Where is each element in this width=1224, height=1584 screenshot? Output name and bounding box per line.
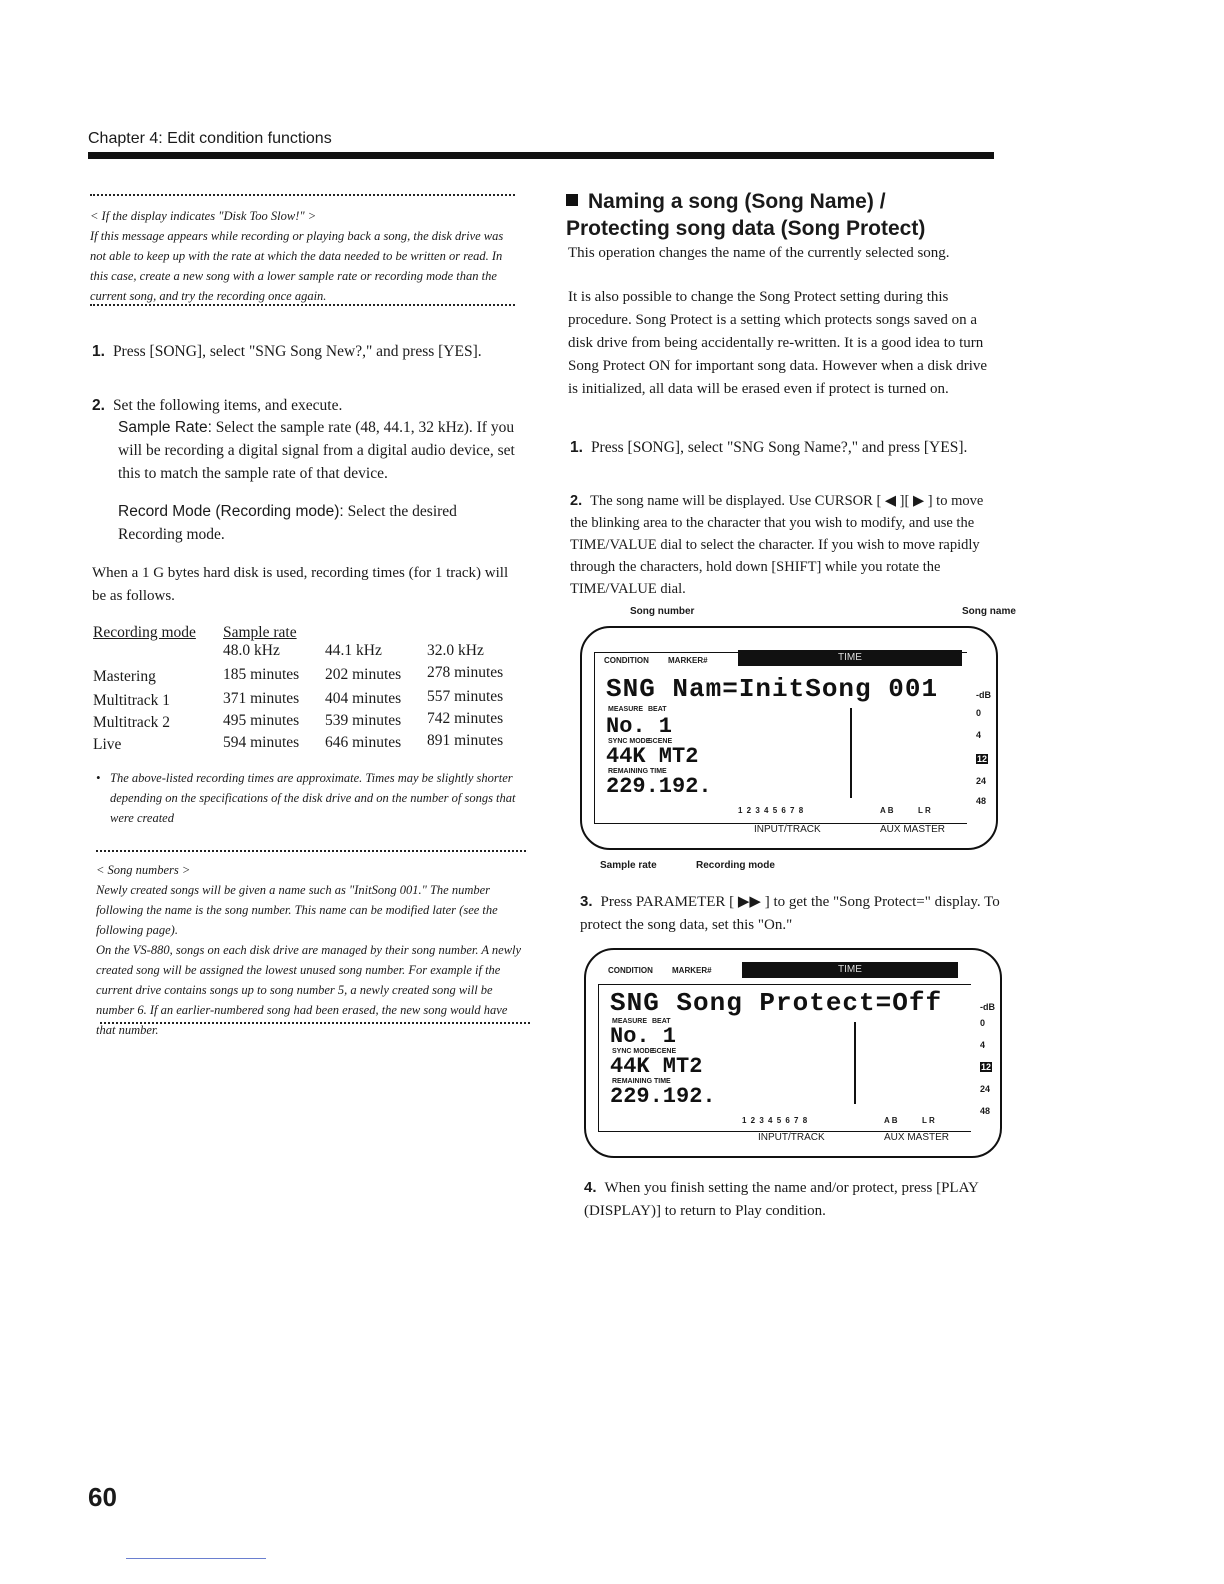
col-sample-rate: Sample rate	[223, 624, 297, 641]
lcd-main-line: SNG Song Protect=Off	[610, 988, 943, 1018]
table-cell: 202 minutes	[325, 666, 402, 683]
note-divider-top	[90, 194, 515, 196]
lcd-mode: 44K MT2	[610, 1054, 703, 1079]
disk-too-slow-note	[90, 206, 515, 306]
left-step-1: 1. Press [SONG], select "SNG Song New?," and press [YES].	[92, 343, 482, 360]
table-row-mode: Multitrack 2	[93, 714, 171, 731]
song-numbers-note: < Song numbers > Newly created songs will be given a name such as "InitSong 001." The number following the name is the song number. This name can be modified later (see the following page). On the VS-880, songs on each disk drive are managed by their song number. A newly created song will be assigned the lowest unused song number. For example if the current drive contains songs up to song number 5, a newly created song will be number 6. If an earlier-numbered song had been erased, the new song would have that number.	[96, 863, 522, 1037]
note-divider-bottom	[90, 304, 515, 306]
square-bullet-icon	[566, 194, 578, 206]
bullet-icon: •	[96, 771, 101, 785]
table-row-mode: Live	[93, 736, 122, 753]
table-cell: 371 minutes	[223, 690, 300, 707]
footer-link-line	[126, 1558, 266, 1559]
table-cell: 742 minutes	[427, 710, 504, 727]
note-title: < If the display indicates "Disk Too Slow!" >	[90, 209, 317, 223]
table-cell: 646 minutes	[325, 734, 402, 751]
left-step-2: 2. Set the following items, and execute.	[92, 397, 343, 414]
note2-divider-top	[96, 850, 526, 852]
callout-song-name: Song name	[962, 606, 1016, 617]
sample-rate-desc: Sample Rate: Select the sample rate (48, 44.1, 32 kHz). If you will be recording a digital signal from a digital audio device, set this to match the sample rate of that device.	[118, 419, 515, 482]
callout-song-number: Song number	[630, 606, 695, 617]
lcd-main-line: SNG Nam=InitSong 001	[606, 674, 939, 704]
table-cell: 891 minutes	[427, 732, 504, 749]
lcd-meter-line	[854, 1022, 856, 1104]
right-step-1: 1. Press [SONG], select "SNG Song Name?," and press [YES].	[570, 439, 968, 456]
callout-recording-mode: Recording mode	[696, 860, 775, 871]
table-cell: 185 minutes	[223, 666, 300, 683]
rate-48: 48.0 kHz	[223, 642, 280, 659]
lcd-display-song-protect: CONDITION MARKER# TIME SNG Song Protect=Off MEASURE BEAT No. 1 SYNC MODE SCENE 44K MT2 REMAINING TIME 229.192. 1 2 3 4 5 6 7 8 A B L R INPUT/TRACK AUX MASTER -dB 0 4 12 24 48	[584, 948, 1002, 1158]
lcd-time-bar: TIME	[742, 962, 958, 978]
table-row-mode: Mastering	[93, 668, 156, 685]
section-title: Naming a song (Song Name) / Protecting song data (Song Protect)	[566, 190, 926, 240]
table-cell: 594 minutes	[223, 734, 300, 751]
lcd-song-no: No. 1	[606, 714, 673, 739]
recording-times-table	[92, 622, 532, 758]
record-mode-desc: Record Mode (Recording mode): Select the desired Recording mode.	[118, 503, 457, 543]
lcd-display-song-name: CONDITION MARKER# TIME SNG Nam=InitSong 001 MEASURE BEAT No. 1 SYNC MODE SCENE 44K MT2 REMAINING TIME 229.192. 1 2 3 4 5 6 7 8 A B L R INPUT/TRACK AUX MASTER -dB 0 4 12 24 48	[580, 626, 998, 850]
col-recording-mode: Recording mode	[93, 624, 196, 641]
table-cell: 539 minutes	[325, 712, 402, 729]
table-cell: 404 minutes	[325, 690, 402, 707]
right-step-4: 4. When you finish setting the name and/or protect, press [PLAY (DISPLAY)] to return to Play condition.	[584, 1179, 979, 1219]
recording-times-intro: When a 1 G bytes hard disk is used, recording times (for 1 track) will be as follows.	[92, 565, 509, 604]
chapter-header: Chapter 4: Edit condition functions	[88, 130, 332, 147]
lcd-time-bar: TIME	[738, 650, 962, 666]
note-text: If this message appears while recording or playing back a song, the disk drive was not able to keep up with the rate at which the data needed to be written or read. In this case, create a new song with a lower sample rate or recording mode than the current song, and try the recording once again.	[90, 229, 504, 303]
right-intro-1: This operation changes the name of the currently selected song.	[568, 245, 950, 261]
table-row-mode: Multitrack 1	[93, 692, 171, 709]
right-intro-2: It is also possible to change the Song Protect setting during this procedure. Song Protect is a setting which protects songs saved on a disk drive from being accidentally re-written. It is a good idea to turn Song Protect ON for important song data. However when a disk drive is initialized, all data will be erased even if protect is turned on.	[568, 289, 988, 397]
page-number: 60	[88, 1482, 117, 1512]
table-cell: 495 minutes	[223, 712, 300, 729]
rate-32: 32.0 kHz	[427, 642, 484, 659]
table-cell: 557 minutes	[427, 688, 504, 705]
lcd-song-no: No. 1	[610, 1024, 677, 1049]
right-step-2: 2. The song name will be displayed. Use CURSOR [ ◀ ][ ▶ ] to move the blinking area to the character that you wish to modify, and use the TIME/VALUE dial to select the character. If you wish to move rapidly through the characters, hold down [SHIFT] while you rotate the TIME/VALUE dial.	[570, 493, 984, 597]
lcd-remaining-time: 229.192.	[610, 1084, 716, 1109]
lcd-mode: 44K MT2	[606, 744, 699, 769]
note2-divider-bottom	[100, 1022, 530, 1024]
header-rule	[88, 152, 994, 159]
right-step-3: 3. Press PARAMETER [ ▶▶ ] to get the "Song Protect=" display. To protect the song data, set this "On."	[580, 893, 1000, 933]
rate-44: 44.1 kHz	[325, 642, 382, 659]
lcd-meter-line	[850, 708, 852, 798]
lcd-remaining-time: 229.192.	[606, 774, 712, 799]
callout-sample-rate: Sample rate	[600, 860, 657, 871]
table-cell: 278 minutes	[427, 664, 504, 681]
table-footnote: • The above-listed recording times are approximate. Times may be slightly shorter depending on the specifications of the disk drive and on the number of songs that were created	[96, 768, 540, 828]
